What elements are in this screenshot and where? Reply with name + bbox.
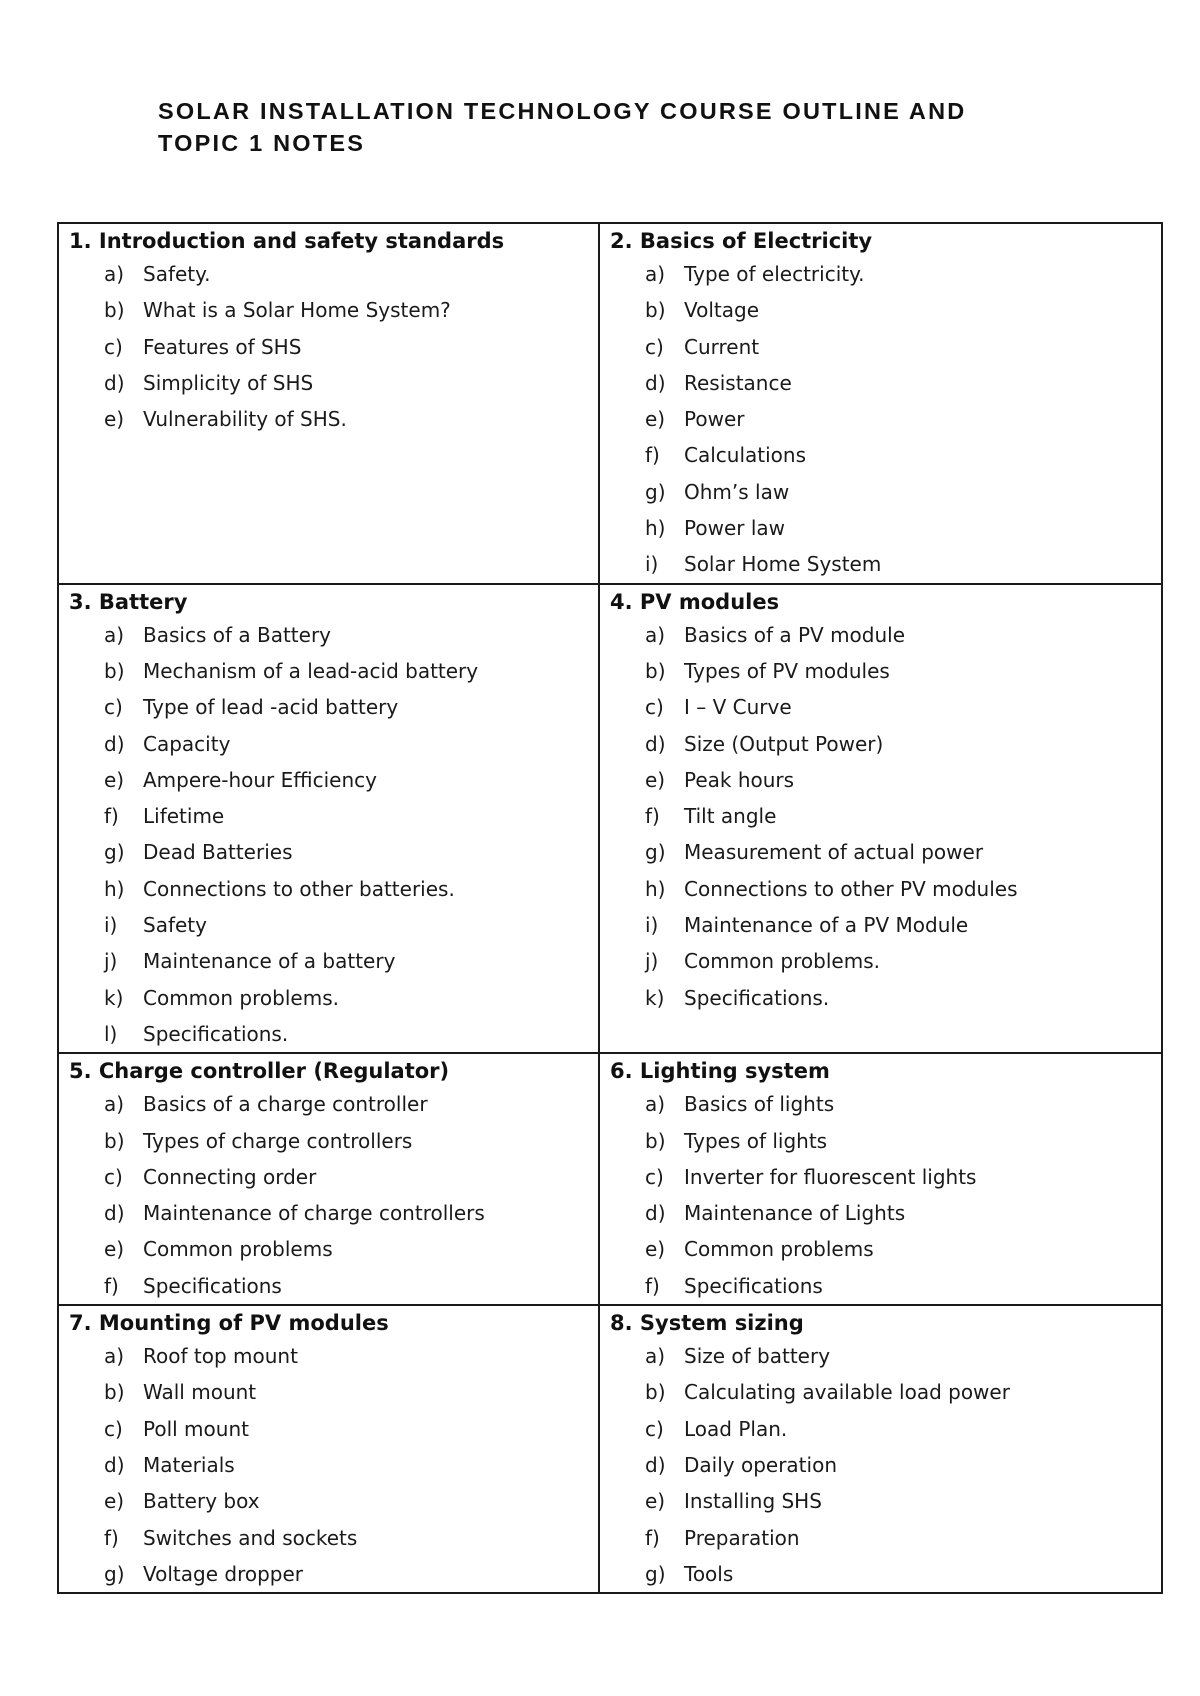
- topic-item: [69, 1086, 598, 1122]
- topic-item: [610, 726, 1161, 762]
- outline-row: [58, 223, 1162, 584]
- topic-item-marker: b): [104, 658, 125, 683]
- topic-item-marker: e): [104, 767, 125, 792]
- topic-item-text: Tilt angle: [684, 804, 777, 829]
- topic-item-marker: f): [104, 1525, 119, 1550]
- topic-item: [69, 1338, 598, 1374]
- topic-item-text: Connecting order: [143, 1164, 317, 1189]
- topic-item: [69, 1374, 598, 1410]
- topic-item-text: Size of battery: [684, 1344, 831, 1369]
- course-outline-table: [57, 222, 1163, 1594]
- topic-item-text: Inverter for fluorescent lights: [684, 1164, 977, 1189]
- topic-item-text: Features of SHS: [143, 334, 302, 359]
- topic-item: [610, 762, 1161, 798]
- topic-item: [610, 980, 1161, 1016]
- topic-item-list: [69, 617, 598, 1053]
- topic-item: [69, 1268, 598, 1304]
- topic-item-text: Common problems: [143, 1237, 333, 1262]
- topic-item-marker: a): [645, 1344, 666, 1369]
- topic-item: [610, 617, 1161, 653]
- topic-item-text: Connections to other PV modules: [684, 876, 1018, 901]
- topic-item: [69, 401, 598, 437]
- topic-item-text: Basics of a PV module: [684, 622, 906, 647]
- topic-heading: 8. System sizing: [610, 1311, 804, 1336]
- topic-item-marker: i): [645, 913, 659, 938]
- topic-item-text: Installing SHS: [684, 1489, 822, 1514]
- topic-heading: 2. Basics of Electricity: [610, 229, 873, 253]
- topic-item: [610, 437, 1161, 473]
- topic-item-marker: c): [645, 1416, 664, 1441]
- topic-item-text: Poll mount: [143, 1416, 249, 1441]
- topic-item: [69, 256, 598, 292]
- topic-item-marker: h): [645, 516, 666, 541]
- topic-item-text: Specifications: [684, 1273, 823, 1298]
- topic-item-marker: f): [645, 1273, 660, 1298]
- topic-item-text: Ohm’s law: [684, 479, 790, 504]
- topic-item-list: [610, 1086, 1161, 1304]
- topic-item-marker: e): [645, 767, 666, 792]
- topic-item: [610, 510, 1161, 546]
- topic-cell: [58, 1053, 599, 1305]
- topic-item-text: Ampere-hour Efficiency: [143, 767, 377, 792]
- topic-item-marker: k): [645, 985, 665, 1010]
- topic-item-marker: e): [645, 407, 666, 432]
- topic-item-list: [69, 1086, 598, 1304]
- topic-item-marker: a): [104, 1344, 125, 1369]
- topic-item: [69, 1556, 598, 1592]
- topic-item-text: Capacity: [143, 731, 231, 756]
- topic-item-marker: b): [645, 1380, 666, 1405]
- topic-item-marker: c): [104, 1416, 123, 1441]
- topic-item-text: Calculations: [684, 443, 806, 468]
- topic-item-text: Calculating available load power: [684, 1380, 1010, 1405]
- topic-item-marker: g): [645, 840, 666, 865]
- topic-item-text: Voltage: [684, 298, 760, 323]
- topic-item-text: Safety.: [143, 262, 211, 286]
- topic-item-text: Resistance: [684, 370, 792, 395]
- topic-item-text: Maintenance of a battery: [143, 949, 396, 974]
- topic-item-marker: f): [645, 1525, 660, 1550]
- topic-item-marker: d): [104, 370, 125, 395]
- topic-item-marker: a): [104, 622, 125, 647]
- topic-item-text: Dead Batteries: [143, 840, 293, 865]
- topic-item-text: Maintenance of Lights: [684, 1201, 906, 1226]
- topic-item-text: Solar Home System: [684, 552, 882, 577]
- topic-item-text: Common problems.: [684, 949, 880, 974]
- topic-item: [610, 1411, 1161, 1447]
- topic-item: [69, 943, 598, 979]
- topic-item-text: Current: [684, 334, 760, 359]
- topic-item: [610, 365, 1161, 401]
- topic-item: [69, 365, 598, 401]
- topic-item: [610, 834, 1161, 870]
- topic-item-list: [69, 256, 598, 437]
- topic-item-marker: d): [104, 1452, 125, 1477]
- topic-item-marker: a): [645, 262, 666, 286]
- topic-item-marker: a): [645, 622, 666, 647]
- topic-item-text: Power: [684, 407, 745, 432]
- topic-item-marker: e): [104, 1489, 125, 1514]
- topic-item-marker: b): [645, 658, 666, 683]
- topic-item: [610, 1338, 1161, 1374]
- topic-item-marker: f): [104, 1273, 119, 1298]
- topic-item-marker: f): [645, 443, 660, 468]
- topic-item-marker: f): [104, 804, 119, 829]
- topic-item-marker: e): [645, 1237, 666, 1262]
- topic-item-marker: h): [104, 876, 125, 901]
- topic-item-text: Types of lights: [684, 1128, 828, 1153]
- topic-item: [610, 689, 1161, 725]
- topic-item-marker: b): [645, 298, 666, 323]
- topic-item: [69, 1411, 598, 1447]
- topic-item: [69, 1483, 598, 1519]
- topic-item-text: Types of PV modules: [684, 658, 890, 683]
- topic-item-text: Maintenance of charge controllers: [143, 1201, 485, 1226]
- topic-item-text: Tools: [684, 1561, 734, 1586]
- topic-item: [610, 1556, 1161, 1592]
- topic-item: [610, 1195, 1161, 1231]
- topic-item-marker: c): [645, 1164, 664, 1189]
- topic-item-text: Connections to other batteries.: [143, 876, 455, 901]
- topic-item-text: Roof top mount: [143, 1344, 298, 1369]
- topic-item: [69, 1123, 598, 1159]
- topic-item-text: Safety: [143, 913, 207, 938]
- topic-item-marker: a): [104, 1092, 125, 1117]
- topic-heading: 7. Mounting of PV modules: [69, 1311, 389, 1336]
- topic-item-marker: g): [104, 840, 125, 865]
- topic-item-marker: i): [104, 913, 118, 938]
- topic-item-text: Mechanism of a lead-acid battery: [143, 658, 479, 683]
- topic-item-text: Common problems.: [143, 985, 339, 1010]
- topic-item: [69, 292, 598, 328]
- topic-item-marker: e): [104, 407, 125, 432]
- topic-item-text: Specifications: [143, 1273, 282, 1298]
- topic-item-marker: d): [104, 1201, 125, 1226]
- topic-item-marker: i): [645, 552, 659, 577]
- topic-item-text: Specifications.: [143, 1021, 289, 1046]
- topic-item-marker: c): [104, 334, 123, 359]
- topic-item: [610, 653, 1161, 689]
- topic-item: [610, 1483, 1161, 1519]
- topic-item-text: Battery box: [143, 1489, 260, 1514]
- topic-item: [610, 292, 1161, 328]
- topic-item-marker: g): [104, 1561, 125, 1586]
- topic-item: [69, 617, 598, 653]
- topic-item: [69, 1447, 598, 1483]
- topic-cell: [58, 1305, 599, 1593]
- topic-item: [69, 798, 598, 834]
- topic-item: [610, 1123, 1161, 1159]
- topic-item-text: Lifetime: [143, 804, 225, 829]
- topic-item-text: Type of electricity.: [684, 262, 865, 286]
- topic-item-text: Type of lead -acid battery: [143, 695, 399, 720]
- topic-heading: 5. Charge controller (Regulator): [69, 1059, 450, 1084]
- topic-item-list: [610, 256, 1161, 583]
- topic-item-text: Voltage dropper: [143, 1561, 304, 1586]
- document-title-line-1: SOLAR INSTALLATION TECHNOLOGY COURSE OUTLINE AND: [158, 98, 967, 124]
- topic-item: [610, 871, 1161, 907]
- topic-item-marker: b): [104, 298, 125, 323]
- topic-item-text: Maintenance of a PV Module: [684, 913, 969, 938]
- topic-item: [610, 1159, 1161, 1195]
- outline-row: [58, 1053, 1162, 1305]
- topic-cell: [599, 1053, 1162, 1305]
- topic-item-marker: c): [645, 695, 664, 720]
- topic-heading: 3. Battery: [69, 589, 188, 614]
- topic-item: [610, 1374, 1161, 1410]
- topic-cell: [58, 584, 599, 1054]
- topic-item: [610, 329, 1161, 365]
- topic-item-marker: b): [104, 1128, 125, 1153]
- topic-item-marker: d): [104, 731, 125, 756]
- topic-item-list: [610, 1338, 1161, 1592]
- topic-item-text: Vulnerability of SHS.: [143, 407, 347, 432]
- topic-item-marker: a): [104, 262, 125, 286]
- topic-item-marker: e): [104, 1237, 125, 1262]
- topic-item-text: I – V Curve: [684, 695, 792, 720]
- topic-item-marker: f): [645, 804, 660, 829]
- topic-item: [610, 907, 1161, 943]
- topic-item-marker: e): [645, 1489, 666, 1514]
- topic-item-text: Types of charge controllers: [143, 1128, 413, 1153]
- topic-item: [69, 1520, 598, 1556]
- topic-cell: [599, 584, 1162, 1054]
- topic-item: [69, 871, 598, 907]
- topic-item-marker: c): [104, 1164, 123, 1189]
- topic-item-text: Measurement of actual power: [684, 840, 984, 865]
- topic-item-text: Preparation: [684, 1525, 800, 1550]
- topic-item-text: Materials: [143, 1452, 235, 1477]
- topic-item-text: Basics of a charge controller: [143, 1092, 428, 1117]
- topic-item: [69, 1016, 598, 1052]
- topic-item-marker: c): [645, 334, 664, 359]
- topic-item: [610, 1268, 1161, 1304]
- topic-item: [69, 689, 598, 725]
- topic-item-text: Peak hours: [684, 767, 795, 792]
- topic-item-marker: a): [645, 1092, 666, 1117]
- topic-item-text: Load Plan.: [684, 1416, 788, 1441]
- topic-item: [69, 762, 598, 798]
- topic-item-marker: k): [104, 985, 124, 1010]
- topic-item: [610, 474, 1161, 510]
- topic-item: [610, 1086, 1161, 1122]
- topic-item-text: Wall mount: [143, 1380, 257, 1405]
- topic-item: [69, 1231, 598, 1267]
- topic-item: [69, 980, 598, 1016]
- topic-item-marker: d): [645, 370, 666, 395]
- topic-item: [610, 1520, 1161, 1556]
- topic-item-text: Simplicity of SHS: [143, 370, 314, 395]
- topic-item-text: Basics of a Battery: [143, 622, 331, 647]
- topic-item-marker: l): [104, 1021, 118, 1046]
- topic-heading: 1. Introduction and safety standards: [69, 229, 505, 253]
- topic-item-marker: h): [645, 876, 666, 901]
- topic-item-list: [69, 1338, 598, 1592]
- topic-item-text: Size (Output Power): [684, 731, 884, 756]
- topic-item: [610, 401, 1161, 437]
- topic-heading: 4. PV modules: [610, 589, 780, 614]
- document-title-line-2: TOPIC 1 NOTES: [158, 130, 366, 156]
- topic-item-marker: d): [645, 1201, 666, 1226]
- outline-row: [58, 1305, 1162, 1593]
- topic-item: [69, 329, 598, 365]
- outline-row: [58, 584, 1162, 1054]
- topic-item-marker: j): [104, 949, 118, 974]
- topic-cell: [599, 1305, 1162, 1593]
- topic-item-marker: g): [645, 1561, 666, 1586]
- topic-item-text: Common problems: [684, 1237, 874, 1262]
- topic-item: [69, 1195, 598, 1231]
- topic-item: [69, 1159, 598, 1195]
- topic-item-text: Daily operation: [684, 1452, 837, 1477]
- topic-cell: [599, 223, 1162, 584]
- topic-item-marker: j): [645, 949, 659, 974]
- topic-item: [610, 546, 1161, 582]
- topic-item-marker: c): [104, 695, 123, 720]
- topic-item-text: Basics of lights: [684, 1092, 835, 1117]
- topic-item-text: What is a Solar Home System?: [143, 298, 451, 323]
- topic-item-text: Specifications.: [684, 985, 830, 1010]
- topic-item: [69, 834, 598, 870]
- topic-item: [69, 726, 598, 762]
- topic-cell: [58, 223, 599, 584]
- topic-item: [610, 1231, 1161, 1267]
- topic-item: [610, 256, 1161, 292]
- topic-item-text: Switches and sockets: [143, 1525, 358, 1550]
- document-title: [158, 95, 1058, 159]
- topic-item-marker: d): [645, 1452, 666, 1477]
- topic-item: [610, 1447, 1161, 1483]
- topic-item-marker: b): [645, 1128, 666, 1153]
- topic-item: [610, 798, 1161, 834]
- topic-heading: 6. Lighting system: [610, 1059, 830, 1084]
- topic-item: [69, 907, 598, 943]
- topic-item-marker: g): [645, 479, 666, 504]
- topic-item-marker: d): [645, 731, 666, 756]
- topic-item-text: Power law: [684, 516, 785, 541]
- topic-item: [69, 653, 598, 689]
- topic-item: [610, 943, 1161, 979]
- topic-item-list: [610, 617, 1161, 1016]
- topic-item-marker: b): [104, 1380, 125, 1405]
